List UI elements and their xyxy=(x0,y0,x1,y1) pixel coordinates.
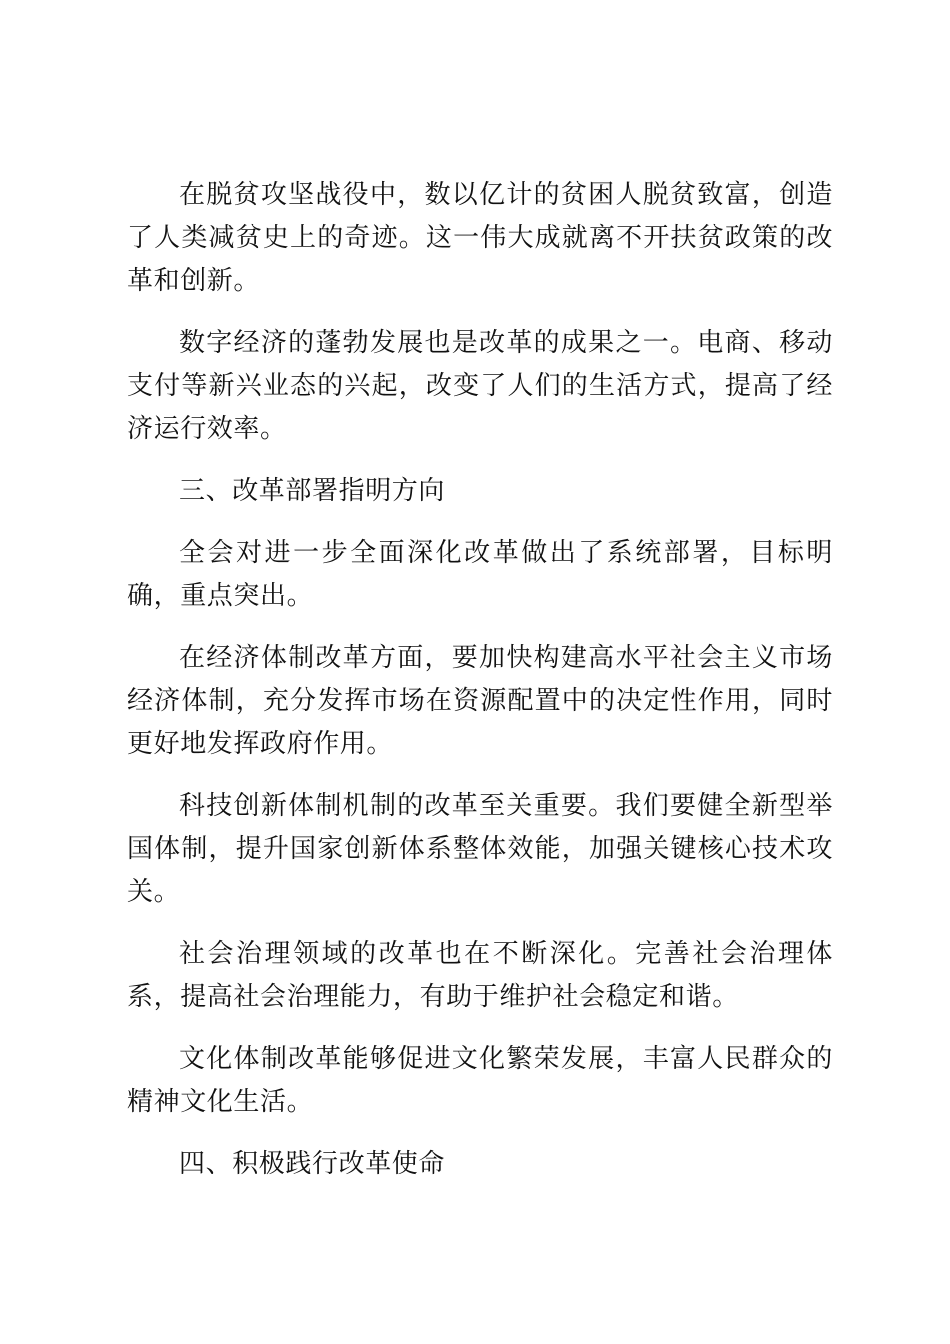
paragraph-tech-innovation: 科技创新体制机制的改革至关重要。我们要健全新型举国体制，提升国家创新体系整体效能，加强关键核心技术攻关。 xyxy=(127,791,833,907)
section-heading-reform-deployment: 三、改革部署指明方向 xyxy=(179,476,446,506)
paragraph-digital-economy: 数字经济的蓬勃发展也是改革的成果之一。电商、移动支付等新兴业态的兴起，改变了人们的生活方式，提高了经济运行效率。 xyxy=(127,328,833,444)
paragraph-plenary-deployment: 全会对进一步全面深化改革做出了系统部署，目标明确，重点突出。 xyxy=(127,538,833,611)
paragraph-economic-reform: 在经济体制改革方面，要加快构建高水平社会主义市场经济体制，充分发挥市场在资源配置中的决定性作用，同时更好地发挥政府作用。 xyxy=(127,643,833,759)
paragraph-poverty-alleviation: 在脱贫攻坚战役中，数以亿计的贫困人脱贫致富，创造了人类减贫史上的奇迹。这一伟大成就离不开扶贫政策的改革和创新。 xyxy=(127,180,833,296)
paragraph-cultural-reform: 文化体制改革能够促进文化繁荣发展，丰富人民群众的精神文化生活。 xyxy=(127,1044,833,1117)
document-body xyxy=(127,174,833,1205)
paragraph-social-governance: 社会治理领域的改革也在不断深化。完善社会治理体系，提高社会治理能力，有助于维护社会稳定和谐。 xyxy=(127,939,833,1012)
section-heading-reform-mission: 四、积极践行改革使命 xyxy=(179,1149,446,1179)
